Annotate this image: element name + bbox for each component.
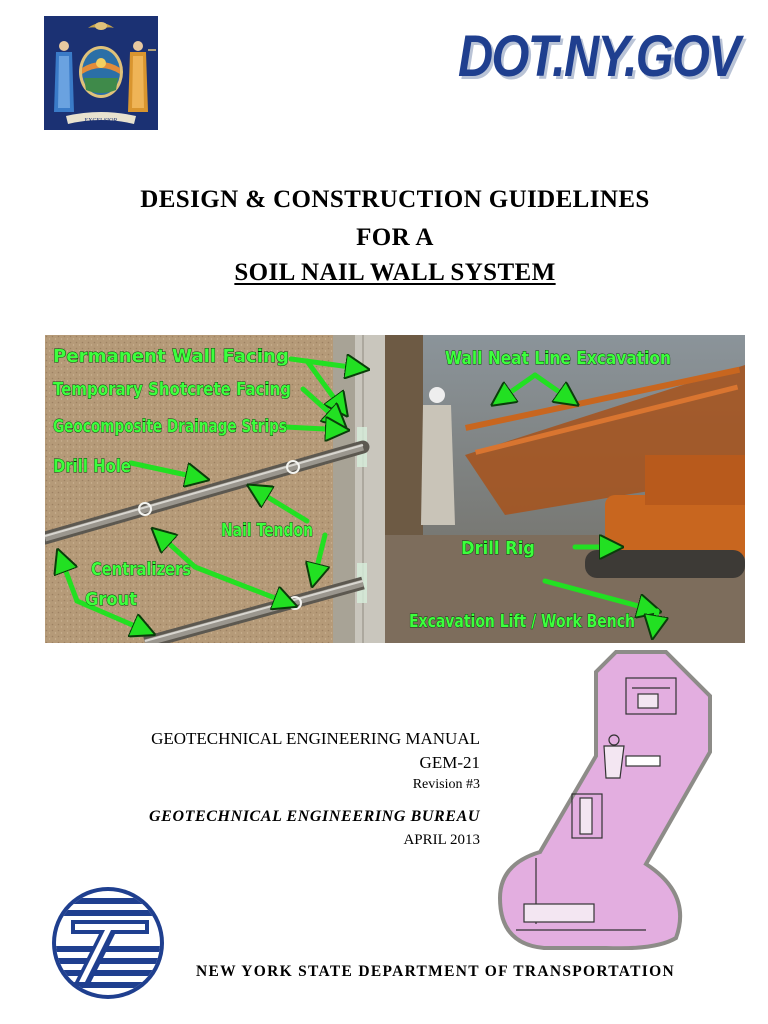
- label-permanent-wall-facing: Permanent Wall Facing: [53, 347, 289, 367]
- manual-name: GEOTECHNICAL ENGINEERING MANUAL: [151, 729, 480, 748]
- worker: [429, 387, 445, 403]
- label-drill-hole: Drill Hole: [53, 457, 132, 477]
- dot-ny-gov-logo: DOT.NY.GOV: [458, 24, 739, 89]
- label-grout: Grout: [85, 590, 137, 610]
- manual-revision: Revision #3: [412, 777, 480, 792]
- seal-motto: EXCELSIOR: [84, 118, 118, 124]
- bureau-name: GEOTECHNICAL ENGINEERING BUREAU: [149, 808, 480, 825]
- title-line-2: FOR A: [356, 224, 434, 251]
- department-name: NEW YORK STATE DEPARTMENT OF TRANSPORTATION: [196, 963, 675, 980]
- manual-code: GEM-21: [419, 753, 480, 772]
- label-wall-neat-line-excavation: Wall Neat Line Excavation: [445, 349, 671, 369]
- label-drill-rig: Drill Rig: [461, 539, 535, 559]
- nysdot-logo: [49, 884, 167, 1002]
- label-nail-tendon: Nail Tendon: [221, 521, 313, 541]
- figure-svg: [45, 335, 745, 643]
- title-line-1: DESIGN & CONSTRUCTION GUIDELINES: [140, 186, 650, 213]
- label-centralizers: Centralizers: [91, 560, 191, 580]
- title-line-3: SOIL NAIL WALL SYSTEM: [234, 259, 556, 286]
- label-temporary-shotcrete-facing: Temporary Shotcrete Facing: [53, 380, 291, 400]
- geotechnical-illustration: [496, 648, 716, 950]
- ny-state-seal-logo: [44, 16, 158, 130]
- label-geocomposite-drainage-strips: Geocomposite Drainage Strips: [53, 417, 287, 437]
- label-excavation-lift-work-bench: Excavation Lift / Work Bench: [409, 612, 635, 632]
- soil-nail-wall-figure: [45, 335, 745, 643]
- issue-date: APRIL 2013: [403, 832, 480, 848]
